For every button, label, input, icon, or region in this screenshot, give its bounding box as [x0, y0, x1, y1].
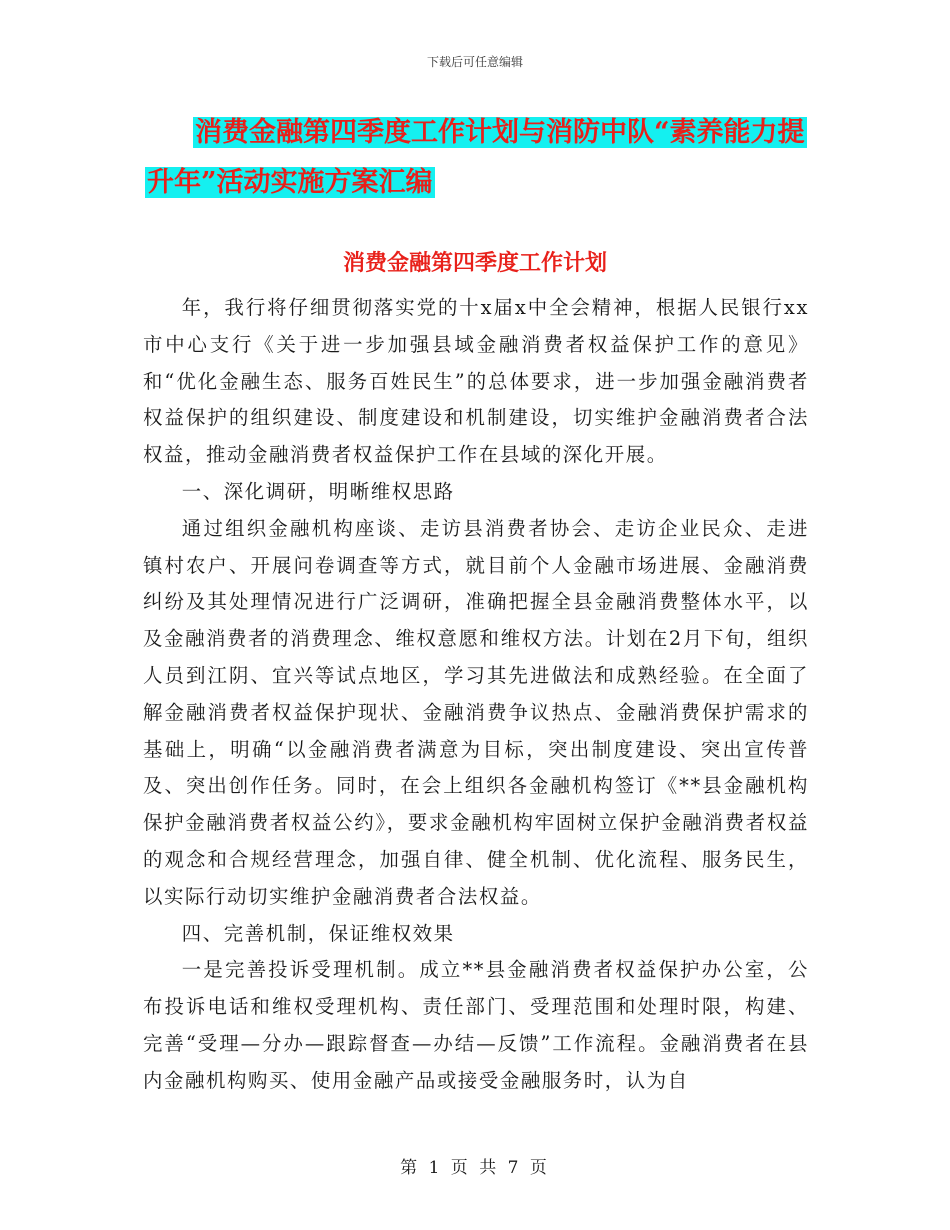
- paragraph-research: 通过组织金融机构座谈、走访县消费者协会、走访企业民众、走进镇村农户、开展问卷调查等方式，就目前个人金融市场进展、金融消费纠纷及其处理情况进行广泛调研，准确把握全县金融消费整体水平，以及金融消费者的消费理念、维权意愿和维权方法。计划在2月下旬，组织人员到江阴、宜兴等试点地区，学习其先进做法和成熟经验。在全面了解金融消费者权益保护现状、金融消费争议热点、金融消费保护需求的基础上，明确“以金融消费者满意为目标，突出制度建设、突出宣传普及、突出创作任务。同时，在会上组织各金融机构签订《**县金融机构保护金融消费者权益公约》，要求金融机构牢固树立保护金融消费者权益的观念和合规经营理念，加强自律、健全机制、优化流程、服务民生，以实际行动切实维护金融消费者合法权益。: [143, 516, 809, 908]
- document-title-line1: [145, 108, 825, 158]
- document-title: [145, 108, 825, 208]
- title-highlight: 消费金融第四季度工作计划与消防中队“素养能力提: [195, 117, 805, 148]
- paragraph-intro: 年，我行将仔细贯彻落实党的十x届x中全会精神，根据人民银行xx市中心支行《关于进一步加强县域金融消费者权益保护工作的意见》和“优化金融生态、服务百姓民生”的总体要求，进一步加强金融消费者权益保护的组织建设、制度建设和机制建设，切实维护金融消费者合法权益，推动金融消费者权益保护工作在县域的深化开展。: [143, 296, 809, 467]
- document-body: [143, 290, 809, 1100]
- section-title: 消费金融第四季度工作计划: [342, 250, 607, 276]
- page-footer: 第 1 页 共 7 页: [400, 1158, 550, 1178]
- document-title-line2: [145, 158, 825, 208]
- paragraph-mechanism: 一是完善投诉受理机制。成立**县金融消费者权益保护办公室，公布投诉电话和维权受理机构、责任部门、受理范围和处理时限，构建、完善“受理—分办—跟踪督查—办结—反馈”工作流程。金融消费者在县内金融机构购买、使用金融产品或接受金融服务时，认为自: [143, 958, 809, 1092]
- heading-research: 一、深化调研，明晰维权思路: [181, 479, 455, 503]
- title-highlight: 升年”活动实施方案汇编: [147, 167, 433, 198]
- heading-mechanism: 四、完善机制，保证维权效果: [181, 921, 455, 945]
- header-note: 下载后可任意编辑: [426, 55, 523, 69]
